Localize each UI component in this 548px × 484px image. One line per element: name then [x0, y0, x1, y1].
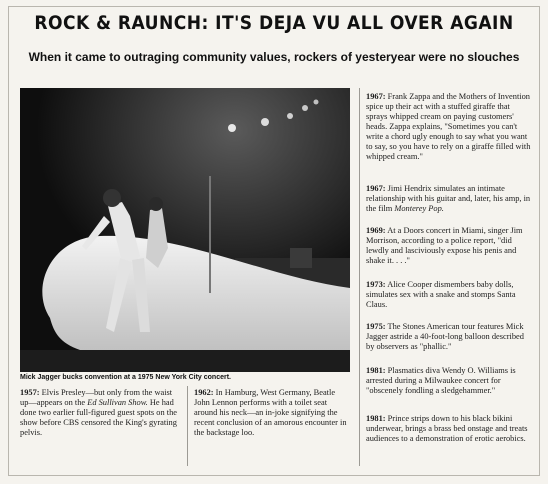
entry-text: Elvis Presley—but only from the waist up—appears on the [20, 388, 173, 407]
entry-year: 1981: [366, 414, 386, 423]
timeline-entry-1981-plasmatics [366, 366, 532, 396]
entry-text: Jimi Hendrix simulates an intimate relationship with his guitar and, later, his amp, in the film [366, 184, 531, 213]
timeline-entry-1967-hendrix [366, 184, 532, 214]
timeline-entry-1981-prince [366, 414, 532, 444]
entry-italic: Ed Sullivan Show. [87, 398, 148, 407]
concert-photo [20, 88, 350, 372]
article-subhead: When it came to outraging community values, rockers of yesteryear were no slouches [28, 50, 520, 64]
entry-year: 1981: [366, 366, 386, 375]
entry-year: 1975: [366, 322, 386, 331]
entry-text: Plasmatics diva Wendy O. Williams is arrested during a Milwaukee concert for "obscenely fondling a sledgehammer." [366, 366, 516, 395]
entry-text: Alice Cooper dismembers baby dolls, simulates sex with a snake and stomps Santa Claus. [366, 280, 516, 309]
timeline-entry-1975 [366, 322, 532, 352]
entry-year: 1973: [366, 280, 386, 289]
column-divider-bottom [187, 386, 188, 466]
article-headline: ROCK & RAUNCH: IT'S DEJA VU ALL OVER AGAIN [34, 12, 514, 34]
entry-year: 1967: [366, 92, 386, 101]
timeline-entry-1962 [194, 388, 350, 438]
timeline-entry-1967-zappa [366, 92, 532, 162]
column-divider [359, 88, 360, 466]
entry-year: 1962: [194, 388, 214, 397]
entry-text-after: He had done two earlier full-figured guest spots on the show before CBS censored the King's gyrating pelvis. [20, 398, 177, 437]
timeline-entry-1969 [366, 226, 532, 266]
entry-text: The Stones American tour features Mick Jagger astride a 40-foot-long balloon described by observers as "phallic." [366, 322, 524, 351]
entry-text: Frank Zappa and the Mothers of Invention spice up their act with a stuffed giraffe that sprays whipped cream on paying customers' heads. Zappa explains, "Sometimes you can't write a chord ugly enough to say what you want to say, so you have to rely on a giraffe filled with whipped cream." [366, 92, 531, 161]
entry-text: In Hamburg, West Germany, Beatle John Lennon performs with a toilet seat around his neck—an in-joke signifying the recent conclusion of an amorous encounter in the backstage loo. [194, 388, 347, 437]
entry-year: 1957: [20, 388, 40, 397]
photo-caption: Mick Jagger bucks convention at a 1975 New York City concert. [20, 374, 231, 381]
entry-year: 1967: [366, 184, 386, 193]
concert-photo-illustration [20, 88, 350, 372]
timeline-entry-1973 [366, 280, 532, 310]
entry-year: 1969: [366, 226, 386, 235]
entry-italic: Monterey Pop. [394, 204, 444, 213]
entry-text: At a Doors concert in Miami, singer Jim Morrison, according to a police report, "did lewdly and lasciviously expose his penis and shake it. . . ." [366, 226, 523, 265]
timeline-entry-1957 [20, 388, 180, 438]
entry-text: Prince strips down to his black bikini underwear, brings a brass bed onstage and treats audiences to a demonstration of erotic aerobics. [366, 414, 528, 443]
